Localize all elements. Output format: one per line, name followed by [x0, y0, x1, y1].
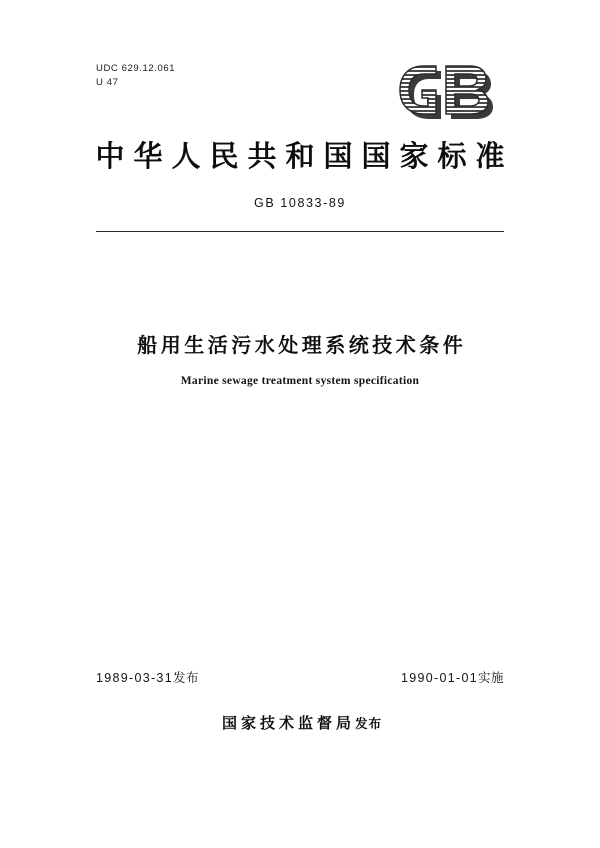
header-divider [96, 231, 504, 232]
udc-number: UDC 629.12.061 [96, 63, 176, 74]
issue-date-value: 1989-03-31 [96, 671, 173, 685]
standard-number: GB 10833-89 [254, 196, 346, 210]
udc-category-code: U 47 [96, 77, 119, 88]
effective-date-value: 1990-01-01 [401, 671, 478, 685]
national-standard-heading: 中华人民共和国国家标准 [95, 141, 514, 173]
document-title-chinese: 船用生活污水处理系统技术条件 [137, 335, 467, 357]
issue-date [96, 668, 199, 686]
issue-date-label: 发布 [172, 671, 199, 685]
publisher-action: 发布 [355, 717, 383, 731]
effective-date [401, 668, 504, 686]
publisher-line [0, 712, 600, 733]
dates-row [96, 668, 504, 686]
document-title-english: Marine sewage treatment system specification [180, 375, 420, 387]
publisher-name: 国家技术监督局 [221, 715, 355, 732]
gb-logo-icon [388, 58, 508, 122]
udc-classification-block [96, 62, 175, 90]
effective-date-label: 实施 [477, 671, 504, 685]
